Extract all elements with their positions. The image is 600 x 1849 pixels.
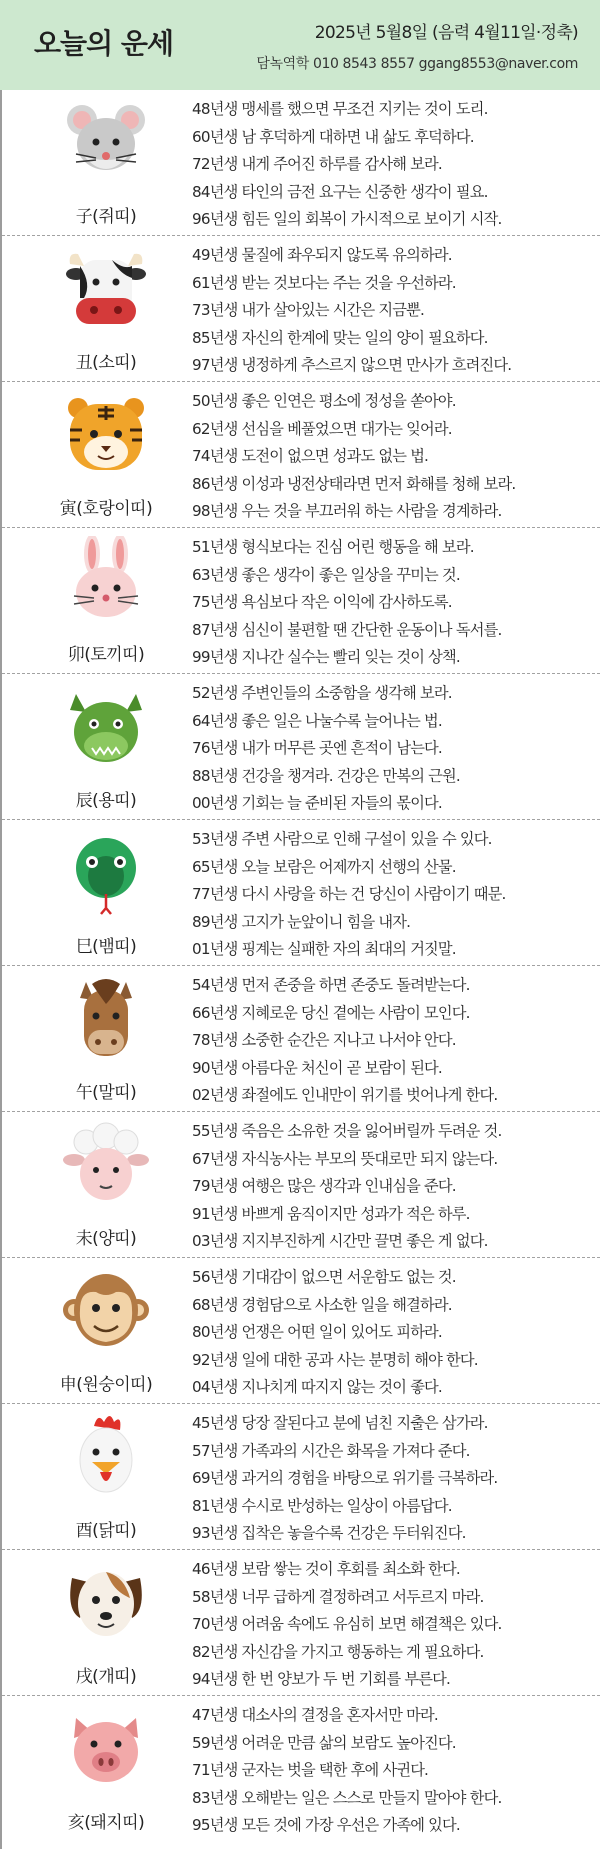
- fortune-line: 79년생 여행은 많은 생각과 인내심을 준다.: [192, 1177, 456, 1195]
- fortune-line: 99년생 지나간 실수는 빨리 잊는 것이 상책.: [192, 648, 460, 666]
- date-line: 2025년 5월8일 (음력 4월11일·정축): [314, 23, 578, 43]
- zodiac-animal: [48, 536, 164, 666]
- fortune-list: [192, 1410, 592, 1548]
- fortune-line: 96년생 힘든 일의 회복이 가시적으로 보이기 시작.: [192, 210, 502, 228]
- fortune-line: 75년생 욕심보다 작은 이익에 감사하도록.: [192, 593, 452, 611]
- fortune-line: 90년생 아름다운 처신이 곧 보람이 된다.: [192, 1058, 442, 1077]
- zodiac-row: [2, 1696, 600, 1849]
- zodiac-row: [2, 1112, 600, 1258]
- zodiac-row: [2, 966, 600, 1112]
- fortune-list: [192, 1556, 592, 1694]
- fortune-line: 93년생 집착은 놓을수록 건강은 두터워진다.: [192, 1524, 466, 1542]
- fortune-line: 02년생 좌절에도 인내만이 위기를 벗어나게 한다.: [192, 1086, 498, 1104]
- zodiac-animal: [48, 682, 164, 812]
- fortune-line: 65년생 오늘 보람은 어제까지 선행의 산물.: [192, 857, 456, 876]
- fortune-line: 83년생 오해받는 일은 스스로 만들지 말아야 한다.: [192, 1788, 502, 1807]
- zodiac-row: [2, 1258, 600, 1404]
- fortune-line: 77년생 다시 사랑을 하는 건 당신이 사람이기 때문.: [192, 885, 506, 903]
- fortune-line: 71년생 군자는 벗을 택한 후에 사귄다.: [192, 1761, 429, 1779]
- zodiac-label: 丑(소띠): [75, 353, 137, 373]
- fortune-line: 49년생 물질에 좌우되지 않도록 유의하라.: [192, 246, 452, 264]
- fortune-line: 66년생 지혜로운 당신 곁에는 사람이 모인다.: [192, 1003, 470, 1022]
- zodiac-list: [0, 90, 600, 1849]
- fortune-line: 61년생 받는 것보다는 주는 것을 우선하라.: [192, 273, 456, 292]
- horse-icon: [48, 974, 164, 1062]
- fortune-line: 86년생 이성과 냉전상태라면 먼저 화해를 청해 보라.: [192, 474, 516, 493]
- fortune-line: 00년생 기회는 늘 준비된 자들의 몫이다.: [192, 794, 442, 812]
- contact-line: 담녹역학 010 8543 8557 ggang8553@naver.com: [256, 56, 578, 72]
- fortune-line: 59년생 어려운 만큼 삶의 보람도 높아진다.: [192, 1733, 456, 1752]
- fortune-list: [192, 388, 592, 526]
- dog-icon: [48, 1558, 164, 1646]
- monkey-icon: [48, 1266, 164, 1354]
- fortune-line: 82년생 자신감을 가지고 행동하는 게 필요하다.: [192, 1642, 484, 1661]
- fortune-line: 84년생 타인의 금전 요구는 신중한 생각이 필요.: [192, 182, 488, 201]
- fortune-line: 67년생 자식농사는 부모의 뜻대로만 되지 않는다.: [192, 1149, 498, 1168]
- zodiac-row: [2, 674, 600, 820]
- fortune-line: 53년생 주변 사람으로 인해 구설이 있을 수 있다.: [192, 830, 492, 848]
- fortune-line: 94년생 한 번 양보가 두 번 기회를 부른다.: [192, 1670, 451, 1688]
- fortune-list: [192, 534, 592, 672]
- fortune-line: 69년생 과거의 경험을 바탕으로 위기를 극복하라.: [192, 1469, 498, 1487]
- fortune-line: 68년생 경험담으로 사소한 일을 해결하라.: [192, 1295, 452, 1314]
- fortune-line: 62년생 선심을 베풀었으면 대가는 잊어라.: [192, 419, 452, 438]
- fortune-list: [192, 680, 592, 818]
- zodiac-label: 卯(토끼띠): [67, 645, 145, 665]
- fortune-line: 92년생 일에 대한 공과 사는 분명히 해야 한다.: [192, 1350, 478, 1369]
- fortune-line: 88년생 건강을 챙겨라. 건강은 만복의 근원.: [192, 766, 460, 785]
- zodiac-row: [2, 1550, 600, 1696]
- fortune-line: 04년생 지나치게 따지지 않는 것이 좋다.: [192, 1378, 442, 1396]
- snake-icon: [48, 828, 164, 916]
- fortune-line: 80년생 언쟁은 어떤 일이 있어도 피하라.: [192, 1323, 442, 1341]
- fortune-line: 72년생 내게 주어진 하루를 감사해 보라.: [192, 155, 442, 173]
- fortune-line: 73년생 내가 살아있는 시간은 지금뿐.: [192, 301, 425, 319]
- pig-icon: [48, 1704, 164, 1792]
- fortune-line: 89년생 고지가 눈앞이니 힘을 내자.: [192, 912, 411, 931]
- zodiac-animal: [48, 1558, 164, 1688]
- fortune-line: 50년생 좋은 인연은 평소에 정성을 쏟아야.: [192, 392, 456, 410]
- rabbit-icon: [48, 536, 164, 624]
- fortune-line: 54년생 먼저 존중을 하면 존중도 돌려받는다.: [192, 976, 470, 994]
- page-title: 오늘의 운세: [34, 27, 173, 60]
- fortune-list: [192, 242, 592, 380]
- zodiac-label: 子(쥐띠): [75, 207, 137, 227]
- zodiac-label: 辰(용띠): [75, 791, 137, 811]
- zodiac-row: [2, 1404, 600, 1550]
- zodiac-label: 寅(호랑이띠): [59, 499, 153, 519]
- fortune-line: 95년생 모든 것에 가장 우선은 가족에 있다.: [192, 1816, 460, 1834]
- ox-icon: [48, 244, 164, 332]
- zodiac-row: [2, 90, 600, 236]
- fortune-line: 64년생 좋은 일은 나눌수록 늘어나는 법.: [192, 711, 442, 730]
- dragon-icon: [48, 682, 164, 770]
- fortune-line: 55년생 죽음은 소유한 것을 잃어버릴까 두려운 것.: [192, 1122, 502, 1140]
- fortune-list: [192, 1118, 592, 1256]
- fortune-line: 70년생 어려움 속에도 유심히 보면 해결책은 있다.: [192, 1615, 502, 1633]
- fortune-line: 45년생 당장 잘된다고 분에 넘친 지출은 삼가라.: [192, 1414, 488, 1432]
- fortune-line: 52년생 주변인들의 소중함을 생각해 보라.: [192, 684, 452, 702]
- fortune-line: 60년생 남 후덕하게 대하면 내 삶도 후덕하다.: [192, 127, 474, 146]
- fortune-line: 57년생 가족과의 시간은 화목을 가져다 준다.: [192, 1441, 470, 1460]
- fortune-line: 85년생 자신의 한계에 맞는 일의 양이 필요하다.: [192, 328, 488, 347]
- zodiac-label: 未(양띠): [75, 1229, 137, 1249]
- fortune-line: 63년생 좋은 생각이 좋은 일상을 꾸미는 것.: [192, 565, 460, 584]
- zodiac-animal: [48, 244, 164, 374]
- tiger-icon: [48, 390, 164, 478]
- fortune-line: 98년생 우는 것을 부끄러워 하는 사람을 경계하라.: [192, 502, 502, 520]
- fortune-list: [192, 1702, 592, 1840]
- zodiac-label: 巳(뱀띠): [75, 937, 137, 957]
- fortune-list: [192, 1264, 592, 1402]
- zodiac-row: [2, 820, 600, 966]
- zodiac-row: [2, 528, 600, 674]
- fortune-line: 46년생 보람 쌓는 것이 후회를 최소화 한다.: [192, 1560, 460, 1578]
- zodiac-animal: [48, 390, 164, 520]
- fortune-line: 74년생 도전이 없으면 성과도 없는 법.: [192, 447, 429, 465]
- fortune-line: 48년생 맹세를 했으면 무조건 지키는 것이 도리.: [192, 100, 488, 118]
- fortune-list: [192, 826, 592, 964]
- zodiac-label: 亥(돼지띠): [67, 1813, 145, 1833]
- zodiac-label: 申(원숭이띠): [59, 1375, 153, 1395]
- zodiac-row: [2, 236, 600, 382]
- zodiac-animal: [48, 1120, 164, 1250]
- zodiac-label: 午(말띠): [75, 1083, 137, 1103]
- rooster-icon: [48, 1412, 164, 1500]
- fortune-line: 03년생 지지부진하게 시간만 끌면 좋은 게 없다.: [192, 1232, 488, 1250]
- zodiac-animal: [48, 974, 164, 1104]
- zodiac-animal: [48, 1704, 164, 1834]
- fortune-line: 58년생 너무 급하게 결정하려고 서두르지 마라.: [192, 1587, 484, 1606]
- zodiac-animal: [48, 828, 164, 958]
- header-banner: [0, 0, 600, 90]
- fortune-line: 01년생 핑계는 실패한 자의 최대의 거짓말.: [192, 940, 456, 958]
- zodiac-row: [2, 382, 600, 528]
- zodiac-animal: [48, 98, 164, 228]
- fortune-line: 51년생 형식보다는 진심 어린 행동을 해 보라.: [192, 538, 474, 556]
- fortune-list: [192, 972, 592, 1110]
- fortune-line: 78년생 소중한 순간은 지나고 나서야 안다.: [192, 1031, 456, 1049]
- zodiac-animal: [48, 1266, 164, 1396]
- fortune-line: 91년생 바쁘게 움직이지만 성과가 적은 하루.: [192, 1204, 470, 1223]
- sheep-icon: [48, 1120, 164, 1208]
- fortune-line: 97년생 냉정하게 추스르지 않으면 만사가 흐려진다.: [192, 356, 512, 374]
- fortune-line: 76년생 내가 머무른 곳엔 흔적이 남는다.: [192, 739, 442, 757]
- zodiac-label: 戌(개띠): [75, 1667, 137, 1687]
- fortune-line: 87년생 심신이 불편할 땐 간단한 운동이나 독서를.: [192, 620, 502, 639]
- fortune-line: 81년생 수시로 반성하는 일상이 아름답다.: [192, 1496, 452, 1515]
- fortune-line: 56년생 기대감이 없으면 서운함도 없는 것.: [192, 1268, 456, 1286]
- rat-icon: [48, 98, 164, 186]
- zodiac-label: 酉(닭띠): [75, 1521, 137, 1541]
- zodiac-animal: [48, 1412, 164, 1542]
- fortune-line: 47년생 대소사의 결정을 혼자서만 마라.: [192, 1706, 438, 1724]
- fortune-list: [192, 96, 592, 234]
